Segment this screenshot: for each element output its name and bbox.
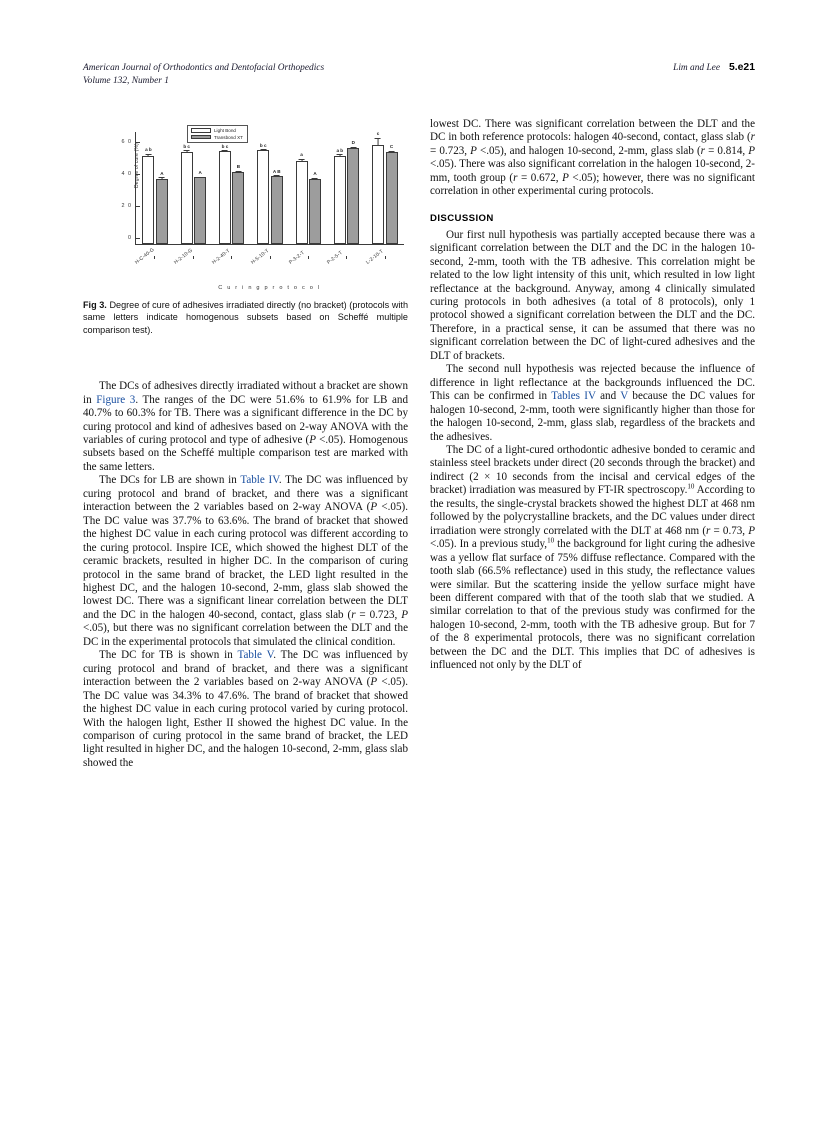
bar-transbond-xt	[309, 171, 321, 244]
x-axis-tick-mark	[231, 256, 232, 260]
error-bar	[353, 147, 354, 149]
x-axis-tick-mark	[308, 256, 309, 260]
x-axis-tick-mark	[270, 256, 271, 260]
bar-wrapper	[386, 132, 398, 244]
bar-wrapper	[309, 132, 321, 244]
x-axis-tick-mark	[193, 256, 194, 260]
significance-letter: B	[236, 164, 241, 170]
x-axis-tick-label: H-2-40-T	[211, 247, 232, 266]
body-paragraph	[430, 444, 755, 673]
error-bar	[238, 171, 239, 173]
bar-light-bond	[296, 152, 308, 244]
text-run: <.05). In a previous study,	[430, 538, 548, 551]
figure-caption-label: Fig 3.	[83, 300, 107, 310]
bar-wrapper	[219, 132, 231, 244]
body-paragraph	[430, 229, 755, 364]
bar-group	[213, 132, 251, 244]
bar-wrapper	[347, 132, 359, 244]
bar-wrapper	[271, 132, 283, 244]
y-axis-label: Degree of cure (%)	[134, 143, 140, 188]
italic-variable: P	[748, 524, 756, 537]
y-axis-tick-label: 2 0	[122, 203, 137, 209]
x-axis-tick-mark	[346, 256, 347, 260]
legend-label: Transbond XT	[214, 134, 243, 140]
text-run: . The ranges of the DC were 51.6% to 61.9% for LB and 40.7% to 60.3% for TB. There was a significant difference in the DC by curing protocol and kind of adhesives based on 2-way ANOVA with the variables of curing protocol and type of adhesive (	[83, 393, 408, 447]
x-axis-tick-mark	[385, 256, 386, 260]
left-column	[83, 118, 408, 770]
right-column-paragraphs	[430, 229, 755, 673]
journal-name: American Journal of Orthodontics and Dentofacial Orthopedics	[83, 63, 325, 73]
significance-letter: a b	[145, 147, 152, 153]
error-bar	[391, 151, 392, 153]
body-paragraph	[83, 649, 408, 770]
chart-legend	[187, 125, 248, 143]
legend-swatch-icon	[191, 135, 211, 140]
text-run: According to the results, the single-crystal brackets showed the highest DLT at 468 nm followed by the polycrystalline brackets, and the DC values under direct irradiation were strongly correlated with the DLT at 468 nm (	[430, 484, 755, 537]
figure-text-gap	[83, 336, 408, 380]
reference-superscript: 10	[687, 482, 695, 491]
body-paragraph	[83, 474, 408, 649]
significance-letter: c	[376, 131, 380, 137]
x-axis-tick-mark	[154, 256, 155, 260]
body-paragraph	[83, 380, 408, 474]
journal-volume: Volume 132, Number 1	[83, 75, 169, 86]
cross-reference-link[interactable]: Figure 3	[96, 393, 136, 406]
bar-wrapper	[181, 132, 193, 244]
text-run: <.05); however, there was no significant correlation in other experimental curing protocols.	[430, 171, 755, 198]
author-names: Lim and Lee	[673, 63, 720, 73]
y-axis-tick-label: 0	[128, 235, 136, 241]
body-paragraph	[430, 118, 755, 199]
running-head-right	[673, 62, 755, 73]
figure-caption	[83, 299, 408, 336]
significance-letter: A	[313, 171, 317, 177]
text-run: <.05). The DC value was 34.3% to 47.6%. The brand of bracket that showed the highest DC value in each curing protocol varied by curing protocol. With the halogen light, Esther II showed the highest DC value. In the comparison of curing protocol in the same brand of bracket, the LED light resulted in higher DC, and the halogen 10-second, 2-mm, glass slab showed the	[83, 676, 408, 769]
x-axis-tick-label: L-2-10-T	[364, 248, 385, 266]
bar-light-bond	[372, 131, 384, 244]
reference-superscript: 10	[547, 536, 555, 545]
left-column-paragraphs	[83, 380, 408, 770]
bar-group	[136, 132, 174, 244]
bar-transbond-xt	[271, 168, 283, 244]
italic-variable: P	[401, 608, 408, 621]
bar-transbond-xt	[194, 170, 206, 244]
text-run: <.05), but there was no significant correlation between the DLT and the DC in the experimental protocols that simulated the clinical condition.	[83, 622, 408, 648]
x-axis-tick-label: P-3-2-T	[287, 249, 306, 266]
significance-letter: b c	[221, 143, 229, 149]
significance-letter: C	[389, 144, 394, 150]
text-run: and	[595, 390, 621, 403]
text-run: . The DC was influenced by curing protocol and brand of bracket, and there was a significant interaction between the 2 variables based on 2-way ANOVA (	[83, 649, 409, 689]
bar-wrapper	[194, 132, 206, 244]
italic-variable: P	[309, 434, 317, 447]
bar-light-bond	[142, 147, 154, 244]
text-run: = 0.814,	[705, 144, 749, 157]
error-bar	[148, 154, 149, 157]
error-bar	[276, 175, 277, 177]
significance-letter: D	[351, 140, 355, 146]
error-bar	[315, 178, 316, 180]
bar-wrapper	[372, 132, 384, 244]
italic-variable: r	[513, 171, 518, 184]
bar-light-bond	[181, 143, 193, 244]
text-run: <.05). The DC value was 37.7% to 63.6%. The brand of bracket that showed the highest DC value in each curing protocol was different according to the curing protocol. Inspire ICE, which showed the highest DLT of the ceramic brackets, resulted in higher DC. In the comparison of curing protocol in the same brand of bracket, the LED light resulted in the highest DC, and the halogen 10-second, 2-mm, glass slab showed the lowest DC. There was a significant linear correlation between the DLT and the DC in the halogen 40-second, contact, glass slab (	[83, 501, 408, 621]
bar-transbond-xt	[232, 164, 244, 244]
bar-transbond-xt	[347, 140, 359, 244]
bar-wrapper	[232, 132, 244, 244]
bar-transbond-xt	[386, 144, 398, 244]
bar-chart	[83, 118, 408, 293]
text-run: = 0.672,	[517, 171, 563, 184]
bar-wrapper	[334, 132, 346, 244]
text-run: <.05), and halogen 10-second, 2-mm, glass slab (	[476, 144, 701, 157]
bar-light-bond	[334, 147, 346, 244]
running-head	[83, 62, 755, 87]
bar-transbond-xt	[156, 170, 168, 244]
text-run: The DC of a light-cured orthodontic adhesive bonded to ceramic and stainless steel brackets under direct (20 seconds through the bracket) and indirect (2 × 10 seconds from the incisal and cervical edges of the bracket) irradiation was measured by FT-IR spectroscopy.	[430, 443, 755, 497]
x-axis-label: C u r i n g p r o t o c o l	[218, 285, 321, 291]
bar-group	[289, 132, 327, 244]
text-run: because the DC values for halogen 10-second, 2-mm, tooth were significantly higher than those for the halogen 10-second, 2-mm, glass slab, regardless of the brackets and the adhesives.	[430, 390, 755, 443]
cross-reference-link[interactable]: Table V	[237, 649, 274, 662]
y-axis-tick-label: 6 0	[122, 139, 137, 145]
significance-letter: A	[198, 170, 202, 176]
x-axis-tick-label: H-2-10-G	[172, 247, 194, 266]
y-axis-tick-label: 4 0	[122, 171, 137, 177]
text-run: The second null hypothesis was rejected because the influence of difference in light reflectance at the backgrounds influenced the DC. This can be confirmed in	[430, 363, 755, 403]
italic-variable: r	[706, 524, 711, 537]
text-run: = 0.723,	[430, 144, 471, 157]
bar-wrapper	[257, 132, 269, 244]
figure-caption-text: Degree of cure of adhesives irradiated directly (no bracket) (protocols with same letters indicate homogenous subsets based on Scheffé multiple comparison test).	[83, 300, 409, 335]
right-column-lead-paragraph	[430, 118, 755, 199]
error-bar	[186, 150, 187, 152]
bar-wrapper	[296, 132, 308, 244]
error-bar	[161, 177, 162, 179]
error-bar	[263, 149, 264, 151]
two-column-body	[83, 118, 755, 770]
cross-reference-link[interactable]: Tables IV	[551, 390, 596, 403]
italic-variable: P	[370, 676, 378, 689]
legend-swatch-icon	[191, 128, 211, 133]
significance-letter: A B	[272, 168, 281, 174]
text-run: The DCs for LB are shown in	[99, 474, 241, 487]
significance-letter: a b	[336, 147, 344, 153]
bar-group	[327, 132, 365, 244]
x-axis-tick-label: P-2-5-T	[326, 249, 345, 266]
italic-variable: P	[470, 144, 477, 157]
right-column	[430, 118, 755, 770]
x-axis-tick-label: H-C-40-G	[134, 246, 156, 266]
text-run: = 0.73,	[710, 524, 749, 537]
bar-wrapper	[156, 132, 168, 244]
italic-variable: r	[351, 608, 356, 621]
body-paragraph	[430, 363, 755, 444]
significance-letter: a	[300, 152, 303, 158]
significance-letter: b c	[259, 142, 267, 148]
bar-group	[251, 132, 289, 244]
text-run: Our first null hypothesis was partially accepted because there was a significant correlation between the DLT and the DC in the halogen 10-second, 2-mm, tooth with the TB adhesive. This correlation might be related to the low light intensity of this unit, which resulted in low light reflectance at the background. Anyway, among 4 clinically simulated curing protocols in both adhesives (a total of 8 protocols), only 1 protocol showed a significant correlation between the DLT and the DC. Therefore, in a practical sense, it can be assumed that there was no significant correlation between the DC of light-cured adhesives and the DLT of brackets.	[430, 228, 755, 362]
legend-item	[191, 128, 243, 133]
italic-variable: P	[748, 144, 756, 157]
legend-label: Light Bond	[214, 128, 236, 134]
italic-variable: P	[562, 171, 569, 184]
error-bar	[301, 159, 302, 163]
text-run: . The DC was influenced by curing protocol and brand of bracket, and there was a significant interaction between the 2 variables based on 2-way ANOVA (	[83, 474, 408, 514]
text-run: <.05). There was also significant correlation in the halogen 10-second, 2-mm, tooth group (	[430, 158, 755, 184]
cross-reference-link[interactable]: Table IV	[240, 474, 279, 487]
significance-letter: A	[160, 170, 164, 176]
text-run: The DC for TB is shown in	[99, 649, 238, 662]
text-run: <.05). Homogenous subsets based on the Scheffé multiple comparison test are marked with the same letters.	[83, 434, 408, 473]
text-run: the background for light curing the adhesive was a yellow flat surface of 75% diffuse reflectance. Compared with the tooth slab (66.5% reflectance) used in this study, the reflectance values were similar. But the scattering inside the yellow surface might have been different compared with that of the tooth slab that we studied. A similar correlation to that of the previous study was confirmed for the halogen 10-second, 2-mm, tooth with the TB adhesive group. But for 7 of the 8 experimental protocols, there was no significant correlation between the DC and the DLT. This implies that DC of adhesives is influenced not only by the DLT of	[430, 538, 755, 672]
error-bar	[225, 150, 226, 152]
significance-letter: b c	[183, 143, 190, 149]
section-heading-discussion: DISCUSSION	[430, 212, 494, 224]
italic-variable: r	[700, 144, 705, 157]
journal-title	[83, 62, 324, 87]
error-bar	[200, 177, 201, 179]
bar-wrapper	[142, 132, 154, 244]
cross-reference-link[interactable]: V	[620, 390, 629, 403]
x-axis-tick-label: H-5-10-T	[249, 247, 270, 266]
text-run: The DCs of adhesives directly irradiated without a bracket are shown in	[83, 380, 408, 406]
bar-light-bond	[219, 143, 231, 244]
text-run: lowest DC. There was significant correlation between the DLT and the DC in both reference protocols: halogen 40-second, contact, glass slab (	[430, 118, 755, 144]
text-run: = 0.723,	[355, 608, 402, 621]
bar-groups	[136, 132, 404, 244]
bar-light-bond	[257, 142, 269, 244]
bar-group	[174, 132, 212, 244]
error-bar	[378, 138, 379, 146]
figure-3	[83, 118, 408, 336]
error-bar	[339, 154, 340, 157]
italic-variable: P	[370, 501, 378, 514]
legend-item	[191, 135, 243, 140]
bar-group	[366, 132, 404, 244]
italic-variable: r	[750, 131, 755, 144]
page-number: 5.e21	[728, 62, 755, 73]
